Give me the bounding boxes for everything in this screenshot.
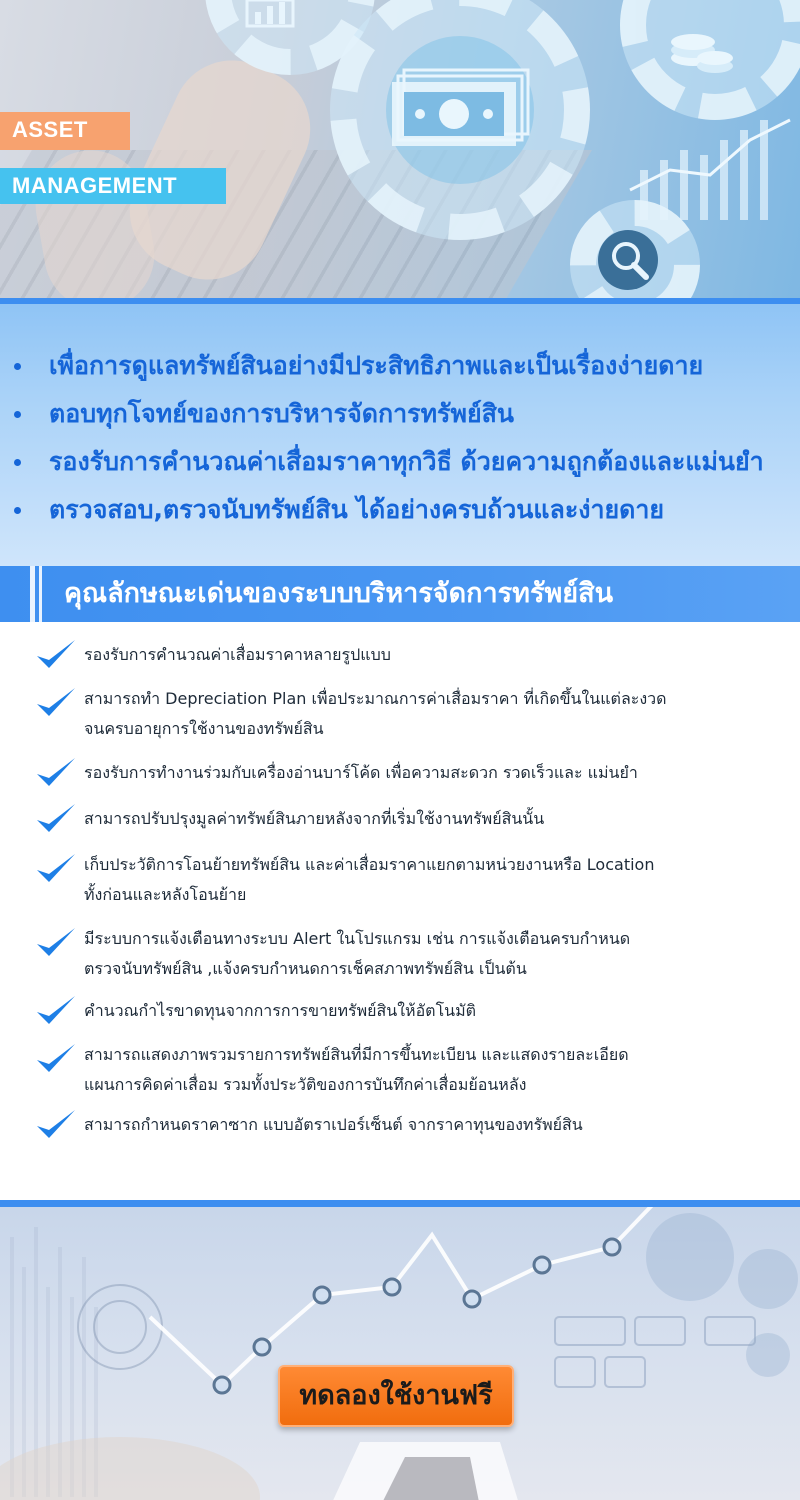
- benefit-text: ตอบทุกโจทย์ของการบริหารจัดการทรัพย์สิน: [49, 399, 514, 428]
- benefit-item: [14, 486, 764, 534]
- bottom-banner: [0, 1200, 800, 1500]
- feature-item: [34, 1040, 774, 1100]
- free-trial-button[interactable]: ทดลองใช้งานฟรี: [278, 1365, 514, 1427]
- bullet-icon: [14, 363, 21, 370]
- feature-text: แผนการคิดค่าเสื่อม รวมทั้งประวัติของการบันทึกค่าเสื่อมย้อนหลัง: [84, 1075, 527, 1094]
- feature-text: จนครบอายุการใช้งานของทรัพย์สิน: [84, 719, 324, 738]
- hero-banner: [0, 0, 800, 300]
- benefits-list: [14, 342, 764, 534]
- features-list: [34, 640, 774, 1140]
- benefit-item: [14, 438, 764, 486]
- trend-line-graphic: [0, 1207, 800, 1500]
- checkmark-icon: [34, 850, 78, 888]
- feature-text: สามารถแสดงภาพรวมรายการทรัพย์สินที่มีการขึ้นทะเบียน และแสดงรายละเอียด: [84, 1045, 629, 1064]
- feature-item: [34, 996, 774, 1026]
- feature-item: [34, 758, 774, 788]
- magnifier-icon: [596, 228, 666, 298]
- feature-item: [34, 640, 774, 670]
- checkmark-icon: [34, 684, 78, 722]
- header-accent-bar: [30, 566, 35, 622]
- feature-item: [34, 850, 774, 910]
- checkmark-icon: [34, 636, 78, 674]
- benefit-item: [14, 342, 764, 390]
- checkmark-icon: [34, 1106, 78, 1144]
- feature-item: [34, 1110, 774, 1140]
- bullet-icon: [14, 507, 21, 514]
- benefit-text: เพื่อการดูแลทรัพย์สินอย่างมีประสิทธิภาพและเป็นเรื่องง่ายดาย: [49, 351, 704, 380]
- trend-chart-icon: [620, 110, 800, 220]
- header-accent-bar: [39, 566, 42, 622]
- benefit-text: ตรวจสอบ,ตรวจนับทรัพย์สิน ได้อย่างครบถ้วนและง่ายดาย: [49, 495, 665, 524]
- checkmark-icon: [34, 1040, 78, 1078]
- chart-bars-icon: [245, 0, 295, 28]
- bullet-icon: [14, 411, 21, 418]
- money-icon: [390, 68, 530, 148]
- asset-tag: ASSET: [0, 112, 130, 150]
- checkmark-icon: [34, 992, 78, 1030]
- feature-text: สามารถทำ Depreciation Plan เพื่อประมาณการค่าเสื่อมราคา ที่เกิดขึ้นในแต่ละงวด: [84, 689, 667, 708]
- benefits-band: [0, 298, 800, 566]
- feature-text: สามารถกำหนดราคาซาก แบบอัตราเปอร์เซ็นต์ จากราคาทุนของทรัพย์สิน: [84, 1115, 583, 1134]
- feature-text: มีระบบการแจ้งเตือนทางระบบ Alert ในโปรแกรม เช่น การแจ้งเตือนครบกำหนด: [84, 929, 631, 948]
- coins-icon: [665, 18, 735, 78]
- benefit-text: รองรับการคำนวณค่าเสื่อมราคาทุกวิธี ด้วยความถูกต้องและแม่นยำ: [49, 447, 764, 476]
- feature-text: ทั้งก่อนและหลังโอนย้าย: [84, 885, 247, 904]
- feature-item: [34, 924, 774, 984]
- checkmark-icon: [34, 754, 78, 792]
- feature-text: รองรับการคำนวณค่าเสื่อมราคาหลายรูปแบบ: [84, 645, 391, 664]
- feature-text: คำนวณกำไรขาดทุนจากการการขายทรัพย์สินให้อัตโนมัติ: [84, 1001, 477, 1020]
- management-tag: MANAGEMENT: [0, 168, 226, 204]
- benefit-item: [14, 390, 764, 438]
- feature-text: สามารถปรับปรุงมูลค่าทรัพย์สินภายหลังจากที่เริ่มใช้งานทรัพย์สินนั้น: [84, 809, 545, 828]
- checkmark-icon: [34, 924, 78, 962]
- bullet-icon: [14, 459, 21, 466]
- feature-text: เก็บประวัติการโอนย้ายทรัพย์สิน และค่าเสื่อมราคาแยกตามหน่วยงานหรือ Location: [84, 855, 655, 874]
- feature-text: ตรวจนับทรัพย์สิน ,แจ้งครบกำหนดการเช็คสภาพทรัพย์สิน เป็นต้น: [84, 959, 527, 978]
- feature-item: [34, 804, 774, 834]
- feature-text: รองรับการทำงานร่วมกับเครื่องอ่านบาร์โค้ด เพื่อความสะดวก รวดเร็วและ แม่นยำ: [84, 763, 638, 782]
- section-title: คุณลักษณะเด่นของระบบบริหารจัดการทรัพย์สิน: [64, 578, 614, 609]
- checkmark-icon: [34, 800, 78, 838]
- features-section-header: [0, 566, 800, 622]
- feature-item: [34, 684, 774, 744]
